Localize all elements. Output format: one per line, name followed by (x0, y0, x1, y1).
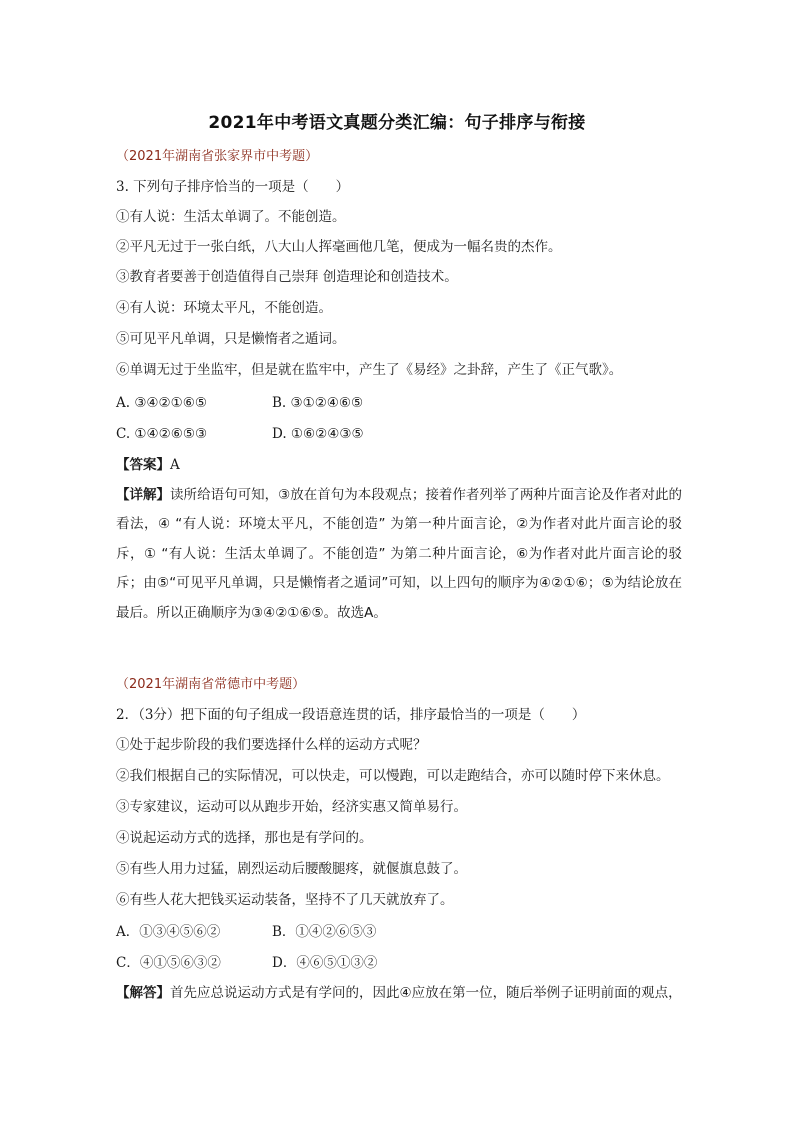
detail-paragraph (116, 481, 682, 628)
option-b: B．①④②⑥⑤③ (272, 924, 377, 940)
answer-line (116, 456, 180, 474)
sentence-item: ①处于起步阶段的我们要选择什么样的运动方式呢？ (116, 737, 427, 753)
sentence-item: ⑥有些人花大把钱买运动装备，坚持不了几天就放弃了。 (116, 892, 454, 908)
option-d: D. ①⑥②④③⑤ (272, 426, 364, 442)
answer-value: A (170, 457, 180, 473)
question-stem: 2．（3分）把下面的句子组成一段语意连贯的话，排序最恰当的一项是（ ） (116, 707, 586, 723)
option-b: B. ③①②④⑥⑤ (272, 395, 364, 411)
sentence-item: ④说起运动方式的选择，那也是有学问的。 (116, 830, 373, 846)
answer-label: 【答案】 (116, 457, 170, 473)
option-c: C. ①④②⑥⑤③ (116, 426, 208, 442)
question-stem: 3. 下列句子排序恰当的一项是（ ） (116, 179, 350, 195)
sentence-item: ①有人说：生活太单调了。不能创造。 (116, 209, 346, 225)
solution-paragraph (116, 979, 682, 1008)
sentence-item: ③教育者要善于创造值得自己崇拜 创造理论和创造技术。 (116, 269, 458, 285)
sentence-item: ②我们根据自己的实际情况，可以快走，可以慢跑，可以走跑结合，亦可以随时停下来休息。 (116, 768, 670, 784)
option-c: C．④①⑤⑥③② (116, 955, 221, 971)
question-source-changde: （2021年湖南省常德市中考题） (116, 677, 306, 692)
solution-text: 首先应总说运动方式是有学问的，因此④应放在第一位，随后举例子证明前面的观点， (170, 985, 682, 1001)
detail-text: 读所给语句可知，③放在首句为本段观点；接着作者列举了两种片面言论及作者对此的看法，④ “有人说：环境太平凡，不能创造” 为第一种片面言论，②为作者对此片面言论的驳斥，① “有人说：生活太单调了。不能创造” 为第二种片面言论，⑥为作者对此片面言论的驳斥；由⑤“可见平凡单调，只是懒惰者之遁词”可知，以上四句的顺序为④②①⑥；⑤为结论放在最后。所以正确顺序为③④②①⑥⑤。故选A。 (116, 487, 683, 621)
sentence-item: ④有人说：环境太平凡，不能创造。 (116, 300, 332, 316)
sentence-item: ②平凡无过于一张白纸，八大山人挥毫画他几笔，便成为一幅名贵的杰作。 (116, 239, 562, 255)
question-source-zhangjiajie: （2021年湖南省张家界市中考题） (116, 149, 319, 164)
detail-label: 【详解】 (116, 487, 171, 503)
sentence-item: ⑥单调无过于坐监牢，但是就在监牢中，产生了《易经》之卦辞，产生了《正气歌》。 (116, 362, 623, 378)
sentence-item: ⑤可见平凡单调，只是懒惰者之遁词。 (116, 331, 346, 347)
option-a: A. ③④②①⑥⑤ (116, 395, 207, 411)
solution-label: 【解答】 (116, 985, 170, 1001)
page-title: 2021年中考语文真题分类汇编：句子排序与衔接 (208, 113, 586, 133)
option-a: A．①③④⑤⑥② (116, 924, 221, 940)
sentence-item: ⑤有些人用力过猛，剧烈运动后腰酸腿疼，就偃旗息鼓了。 (116, 861, 467, 877)
sentence-item: ③专家建议，运动可以从跑步开始，经济实惠又简单易行。 (116, 799, 467, 815)
option-d: D．④⑥⑤①③② (272, 955, 378, 971)
